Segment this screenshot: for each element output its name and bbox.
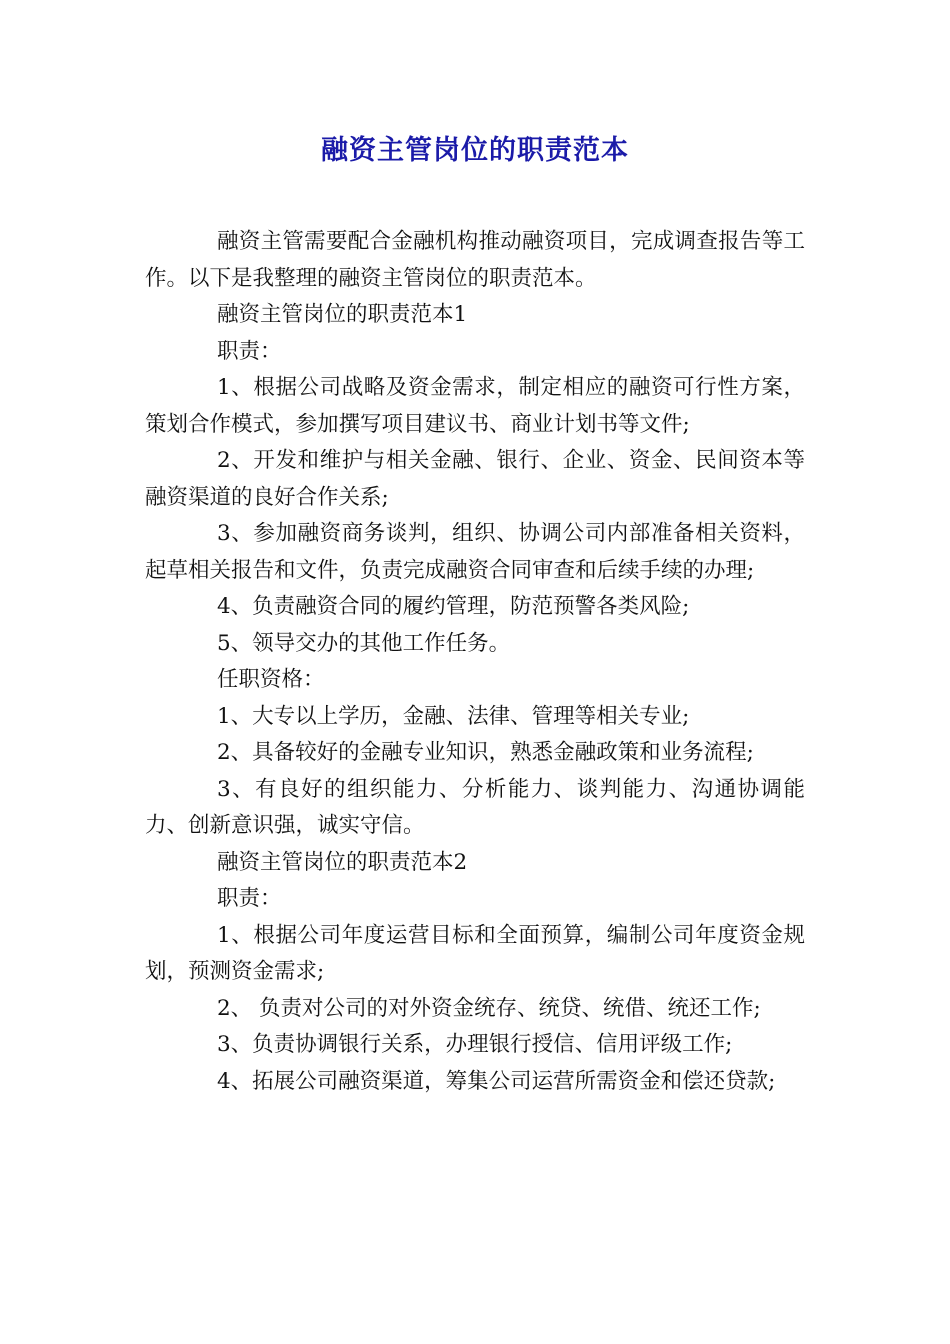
document-body [145,224,805,1100]
duty-item: 2、开发和维护与相关金融、银行、企业、资金、民间资本等融资渠道的良好合作关系; [145,448,805,510]
duty-item: 1、根据公司年度运营目标和全面预算，编制公司年度资金规划，预测资金需求; [145,922,805,984]
qualification-item: 1、大专以上学历，金融、法律、管理等相关专业; [217,703,690,729]
intro-paragraph: 融资主管需要配合金融机构推动融资项目，完成调查报告等工作。以下是我整理的融资主管岗位的职责范本。 [145,229,805,291]
duty-item: 5、领导交办的其他工作任务。 [217,630,511,656]
duty-item: 3、参加融资商务谈判，组织、协调公司内部准备相关资料，起草相关报告和文件，负责完成融资合同审查和后续手续的办理; [145,521,805,583]
section-heading-2: 融资主管岗位的职责范本2 [217,849,468,875]
duty-item: 3、负责协调银行关系，办理银行授信、信用评级工作; [217,1032,733,1057]
duties-label-1: 职责： [217,338,282,364]
duty-item: 4、拓展公司融资渠道，筹集公司运营所需资金和偿还贷款; [217,1068,776,1094]
qualification-item: 2、具备较好的金融专业知识，熟悉金融政策和业务流程; [217,740,754,765]
duties-label-2: 职责： [217,886,282,911]
duty-item: 2、 负责对公司的对外资金统存、统贷、统借、统还工作; [217,995,761,1021]
duty-item: 4、负责融资合同的履约管理，防范预警各类风险; [217,594,690,619]
qualification-item: 3、有良好的组织能力、分析能力、谈判能力、沟通协调能力、创新意识强，诚实守信。 [145,776,805,838]
qualifications-label: 任职资格： [217,667,325,692]
duty-item: 1、根据公司战略及资金需求，制定相应的融资可行性方案，策划合作模式，参加撰写项目建议书、商业计划书等文件; [145,375,805,437]
section-heading-1: 融资主管岗位的职责范本1 [217,302,468,327]
document-title: 融资主管岗位的职责范本 [321,135,629,166]
